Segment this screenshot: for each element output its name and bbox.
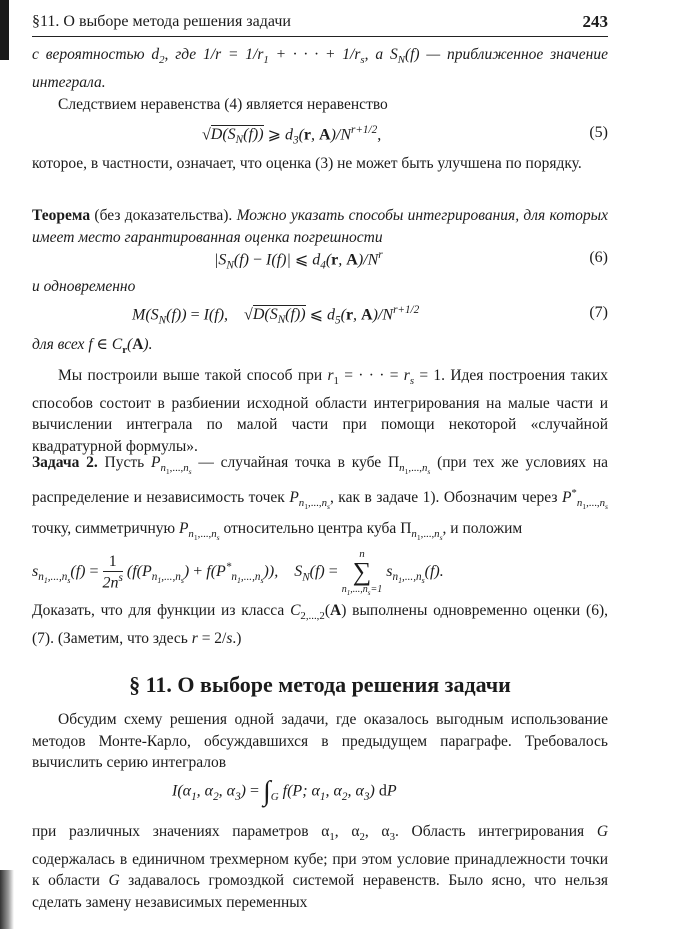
theorem-head: Теорема — [32, 207, 91, 224]
para-built: Мы построили выше такой способ при $r_1$ = · · · = $r_s = 1$. Идея построения таких способов состоит в разбиении исходной области интегрирования на малые части и вычислении интеграла по малой части при помощи некоторой «случайной квадратурной формулы». — [32, 367, 609, 455]
theorem-text: Можно указать способы интегрирования, для которых имеет место гарантированная оценка погрешности — [32, 207, 609, 246]
equation-task: $s_{n_1,...,n_s}(f)$ = $\frac{1}{2n^s}$ $(f(P_{n_1,...,n_s}) + f(P^*_{n_1,...,n_s}))$, $S_N(f)$ = n ∑ $n_1,...,n_s=1$ $s_{n_1,...,n_s}(f)$. — [32, 548, 444, 597]
page-number: 243 — [582, 12, 608, 31]
para-which: которое, в частности, означает, что оценка (3) не может быть улучшена по порядку. — [32, 155, 582, 172]
scan-shadow-top — [0, 0, 9, 60]
for-all-f: для всех f ∈ $C_r(A)$. — [32, 336, 153, 357]
equation-5-label: (5) — [589, 124, 608, 141]
continuation-text: с вероятностью $d_2$, где $1/r = 1/r_1$ + · · · + $1/r_s$, а $S_N(f)$ — приближенное значение интеграла. — [32, 46, 609, 91]
section-heading: § 11. О выборе метода решения задачи — [129, 672, 511, 697]
para-prove: Доказать, что для функции из класса $C_{2,...,2}(A)$ выполнены одновременно оценки (6), (7). (Заметим, что здесь r = 2/s.) — [32, 602, 608, 647]
equation-6-label: (6) — [589, 249, 608, 266]
task-2: Задача 2. Пусть $P_{n_1,...,n_s}$ — случайная точка в кубе $\Pi_{n_1,...,n_s}$ (при тех же условиях на распределение и независимость точек $P_{n_1,...,n_s}$, как в задаче 1). Обозначим через $P^*_{n_1,...,n_s}$ точку, симметричную $P_{n_1,...,n_s}$ относительно центра куба $\Pi_{n_1,...,n_s}$, и положим — [32, 454, 608, 542]
para-corollary: Следствием неравенства (4) является неравенство — [58, 96, 388, 113]
theorem — [32, 205, 608, 248]
equation-5: $√D(S_N(f))$ ⩾ $d_3(r$, $A)/N^{r+1/2}$, — [202, 124, 382, 147]
and-simultaneously: и одновременно — [32, 278, 136, 295]
task-head: Задача 2. — [32, 454, 98, 471]
para-discuss: Обсудим схему решения одной задачи, где оказалось выгодным использование методов Монте-Карло, обсуждавшихся в предыдущем параграфе. Требовалось вычислить серию интегралов — [32, 711, 608, 771]
theorem-note: (без доказательства). — [94, 207, 233, 224]
running-head-title: §11. О выборе метода решения задачи — [32, 13, 291, 30]
running-head — [32, 12, 608, 37]
equation-integral: $I(\alpha_1$, $\alpha_2$, $\alpha_3) = \int_G$ f(P; $\alpha_1$, $\alpha_2$, $\alpha_3$) dP — [172, 776, 397, 807]
scan-shadow-bottom — [0, 870, 14, 929]
equation-7-label: (7) — [589, 304, 608, 321]
equation-6: $|S_N(f) - I(f)|$ ⩽ $d_4(r$, $A)/N^r$ — [214, 249, 383, 272]
para-last: при различных значениях параметров $\alpha_1$, $\alpha_2$, $\alpha_3$. Область интегрирования G содержалась в единичном трехмерном кубе; при этом условие принадлежности точки к области G задавалось громоздкой системой неравенств. Было ясно, что нельзя сделать замену независимых переменных — [32, 823, 609, 911]
equation-7: $M(S_N(f)) = I(f)$, $√D(S_N(f))$ ⩽ $d_5(r$, $A)/N^{r+1/2}$ — [132, 304, 420, 327]
